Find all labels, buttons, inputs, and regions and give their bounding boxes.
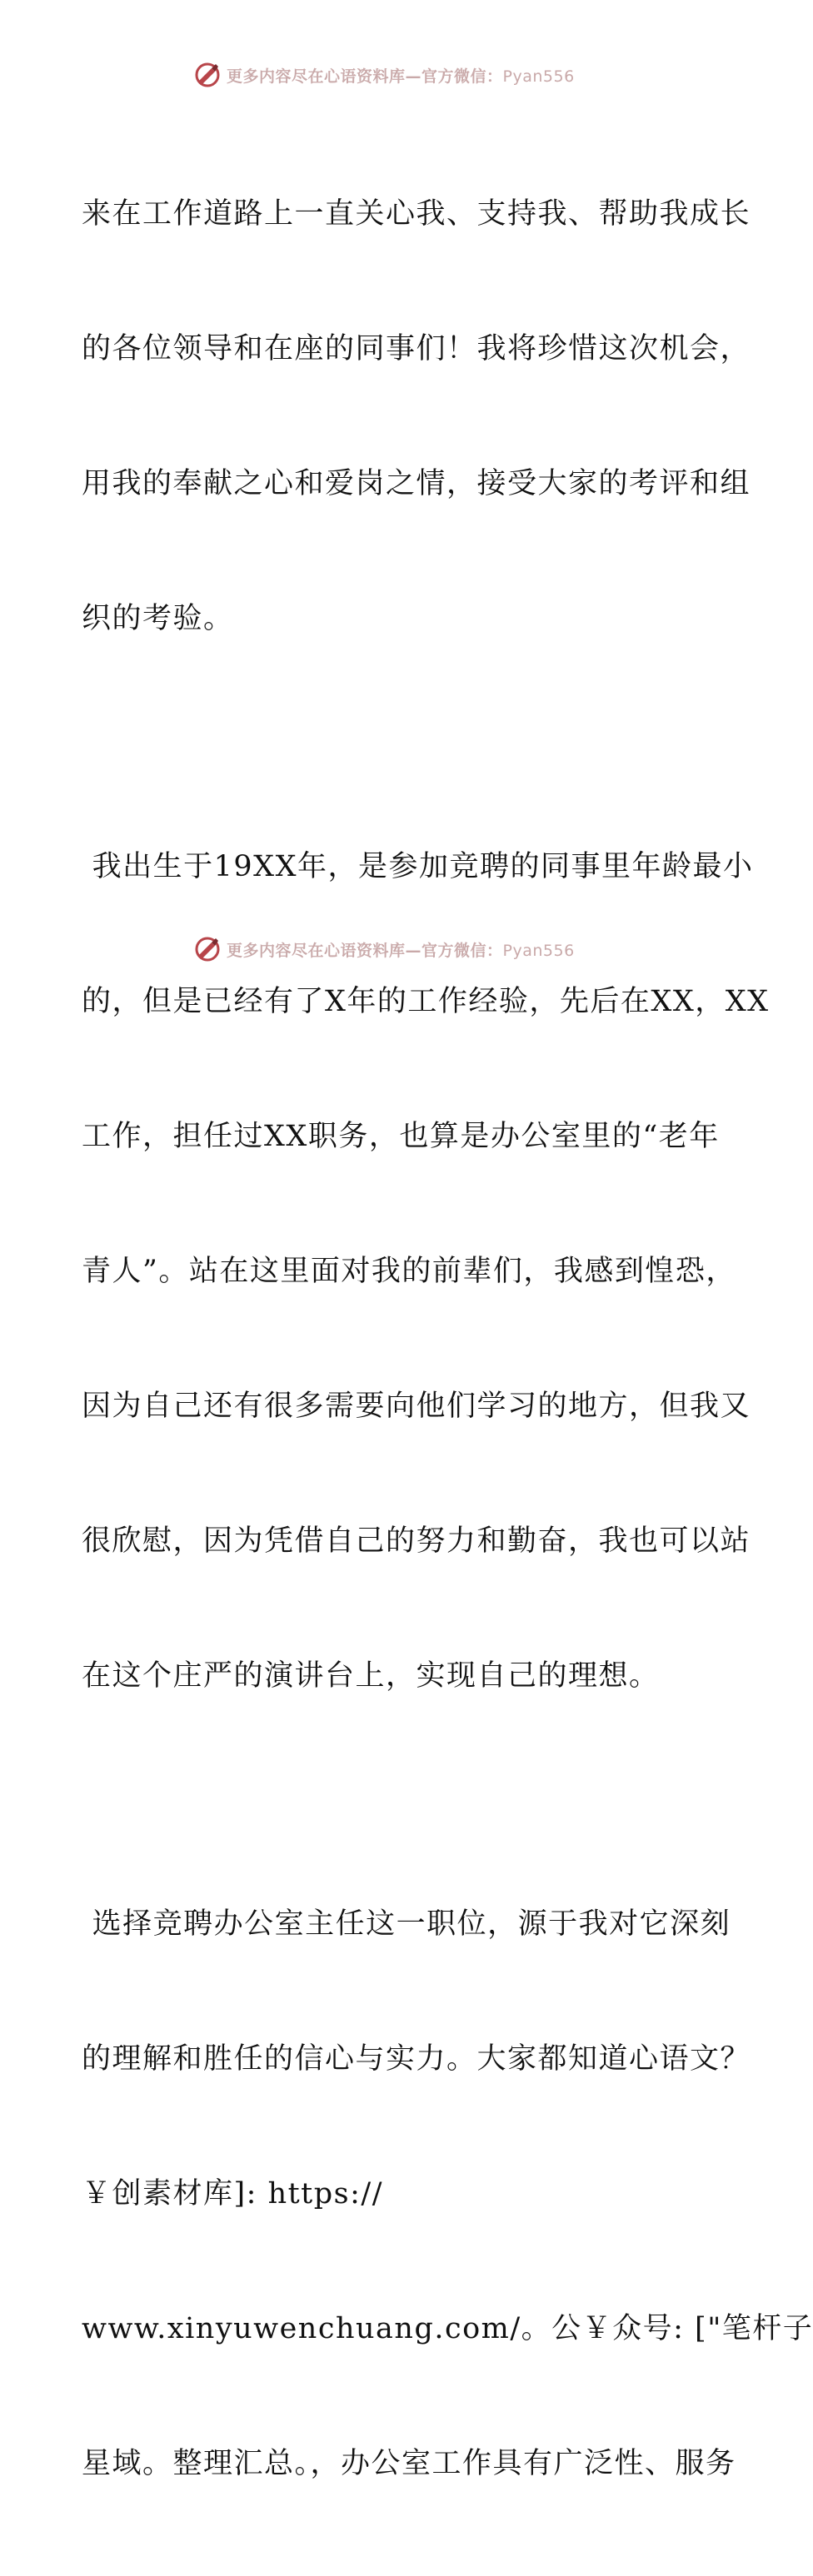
text-line: 的，但是已经有了X年的工作经验，先后在XX，XX	[82, 985, 770, 1018]
banner-text	[227, 938, 575, 961]
banner-separator: —	[405, 941, 422, 960]
banner-text	[227, 64, 575, 87]
banner-separator: —	[405, 67, 422, 86]
header-banner	[193, 58, 575, 92]
paragraph-1	[82, 102, 751, 731]
text-line: 星域。整理汇总。，办公室工作具有广泛性、服务	[82, 2447, 736, 2480]
text-line: 的理解和胜任的信心与实力。大家都知道心语文？	[82, 2042, 751, 2076]
text-line: 青人”。站在这里面对我的前辈们，我感到惶恐，	[82, 1255, 736, 1288]
text-line: ￥创素材库]: https://	[82, 2177, 383, 2210]
paragraph-3	[82, 1812, 813, 2576]
text-line: 很欣慰，因为凭借自己的努力和勤奋，我也可以站	[82, 1524, 751, 1558]
text-line: 工作，担任过XX职务，也算是办公室里的“老年	[82, 1120, 720, 1153]
pen-circle-logo-icon	[193, 935, 222, 963]
text-line: 我出生于19XX年，是参加竞聘的同事里年龄最小	[82, 850, 754, 883]
banner-wechat-id: Pyan556	[502, 67, 575, 86]
paragraph-2	[82, 754, 770, 1788]
text-line: 选择竞聘办公室主任这一职位，源于我对它深刻	[82, 1907, 731, 1941]
text-line: 的各位领导和在座的同事们！我将珍惜这次机会，	[82, 332, 751, 366]
text-line: 来在工作道路上一直关心我、支持我、帮助我成长	[82, 197, 751, 231]
text-line: 用我的奉献之心和爱岗之情，接受大家的考评和组	[82, 467, 751, 500]
banner-label: 官方微信：	[421, 941, 503, 960]
banner-title: 更多内容尽在心语资料库	[227, 941, 406, 960]
footer-banner	[193, 932, 575, 966]
text-line: www.xinyuwenchuang.com/。公￥众号: ["笔杆子	[82, 2312, 813, 2345]
text-line: 织的考验。	[82, 602, 234, 635]
pen-circle-logo-icon	[193, 61, 222, 89]
banner-wechat-id: Pyan556	[502, 941, 575, 960]
banner-title: 更多内容尽在心语资料库	[227, 67, 406, 86]
text-line: 在这个庄严的演讲台上，实现自己的理想。	[82, 1659, 660, 1693]
text-line: 因为自己还有很多需要向他们学习的地方，但我又	[82, 1390, 751, 1423]
banner-label: 官方微信：	[421, 67, 503, 86]
document-body	[82, 102, 813, 2576]
